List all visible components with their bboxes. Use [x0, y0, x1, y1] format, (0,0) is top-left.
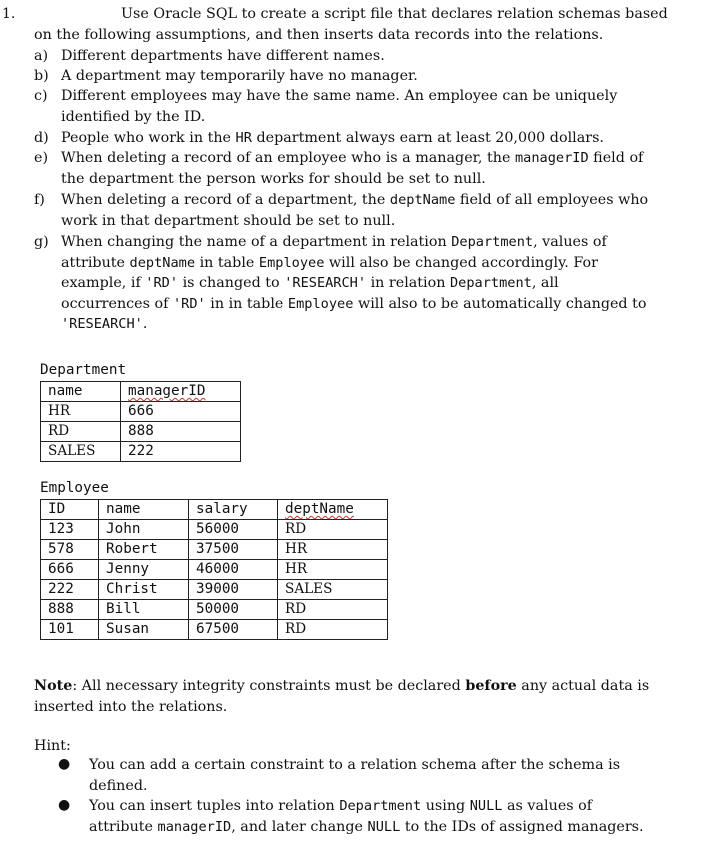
- department-cell: 666: [121, 402, 241, 422]
- note-bold-word: before: [465, 678, 517, 694]
- employee-cell: RD: [278, 600, 388, 620]
- table-row: [41, 422, 241, 442]
- employee-cell: 578: [41, 540, 99, 560]
- employee-cell: 56000: [189, 520, 278, 540]
- table-row: [41, 442, 241, 462]
- employee-cell: 39000: [189, 580, 278, 600]
- table-row: [41, 520, 388, 540]
- assumption-label: b): [34, 68, 49, 84]
- employee-cell: 101: [41, 620, 99, 640]
- assumption-label: d): [34, 130, 49, 146]
- employee-cell: RD: [278, 520, 388, 540]
- assumption-line: occurrences of 'RD' in in table Employee will also to be automatically changed to: [61, 295, 647, 312]
- employee-table: [40, 499, 388, 640]
- assumption-label: g): [34, 234, 49, 250]
- hint-line: attribute managerID, and later change NULL to the IDs of assigned managers.: [89, 818, 644, 835]
- employee-cell: 123: [41, 520, 99, 540]
- employee-header-deptname: deptName: [278, 500, 388, 520]
- assumption-line: When deleting a record of an employee who is a manager, the managerID field of: [61, 150, 644, 166]
- assumption-line: attribute deptName in table Employee will also be changed accordingly. For: [61, 254, 598, 271]
- bullet-icon: ●: [58, 756, 71, 772]
- department-cell: 888: [121, 422, 241, 442]
- table-row: [41, 620, 388, 640]
- note-text-a: : All necessary integrity constraints must be declared: [72, 678, 466, 694]
- table-row: [41, 402, 241, 422]
- question-number: 1.: [2, 6, 16, 22]
- department-table: [40, 381, 241, 462]
- employee-cell: 37500: [189, 540, 278, 560]
- assumption-label: c): [34, 88, 48, 104]
- department-cell: 222: [121, 442, 241, 462]
- assumption-line: People who work in the HR department always earn at least 20,000 dollars.: [61, 130, 604, 146]
- note-text-b: any actual data is: [516, 678, 650, 694]
- table-row: [41, 540, 388, 560]
- department-cell: RD: [41, 422, 121, 442]
- assumption-line: work in that department should be set to null.: [61, 212, 396, 229]
- employee-header-name: name: [99, 500, 189, 520]
- department-cell: SALES: [41, 442, 121, 462]
- employee-cell: SALES: [278, 580, 388, 600]
- department-cell: HR: [41, 402, 121, 422]
- employee-cell: 46000: [189, 560, 278, 580]
- employee-cell: HR: [278, 540, 388, 560]
- assumption-line: the department the person works for should be set to null.: [61, 170, 486, 187]
- bullet-icon: ●: [58, 797, 71, 813]
- employee-header-row: [41, 500, 388, 520]
- employee-cell: 666: [41, 560, 99, 580]
- employee-cell: 888: [41, 600, 99, 620]
- table-row: [41, 600, 388, 620]
- assumption-line: identified by the ID.: [61, 108, 206, 125]
- employee-cell: 222: [41, 580, 99, 600]
- assumption-line: Different employees may have the same name. An employee can be uniquely: [61, 88, 618, 104]
- department-header-row: [41, 382, 241, 402]
- employee-cell: John: [99, 520, 189, 540]
- employee-cell: Christ: [99, 580, 189, 600]
- employee-cell: Bill: [99, 600, 189, 620]
- assumption-line: A department may temporarily have no manager.: [61, 68, 418, 84]
- employee-header-id: ID: [41, 500, 99, 520]
- hint-line: You can insert tuples into relation Department using NULL as values of: [89, 798, 593, 814]
- department-header-name: name: [41, 382, 121, 402]
- employee-cell: HR: [278, 560, 388, 580]
- hint-line: defined.: [89, 777, 148, 794]
- intro-line-2: on the following assumptions, and then inserts data records into the relations.: [34, 27, 604, 43]
- note-line-2: inserted into the relations.: [34, 698, 228, 715]
- assumption-line: When changing the name of a department in relation Department, values of: [61, 234, 607, 250]
- assumption-line: When deleting a record of a department, the deptName field of all employees who: [61, 192, 649, 208]
- employee-cell: Robert: [99, 540, 189, 560]
- table-row: [41, 560, 388, 580]
- employee-header-salary: salary: [189, 500, 278, 520]
- assumption-label: f): [34, 192, 45, 208]
- department-header-managerid: managerID: [121, 382, 241, 402]
- note-paragraph: [34, 676, 649, 717]
- employee-caption: Employee: [40, 480, 109, 496]
- employee-cell: RD: [278, 620, 388, 640]
- intro-line-1: Use Oracle SQL to create a script file that declares relation schemas based: [121, 6, 668, 22]
- hint-label: Hint:: [34, 738, 71, 754]
- employee-cell: Jenny: [99, 560, 189, 580]
- assumption-line: Different departments have different names.: [61, 48, 385, 64]
- assumption-line: 'RESEARCH'.: [61, 316, 148, 332]
- employee-cell: 50000: [189, 600, 278, 620]
- assumption-label: e): [34, 150, 49, 166]
- hint-line: You can add a certain constraint to a relation schema after the schema is: [89, 757, 621, 773]
- employee-cell: 67500: [189, 620, 278, 640]
- assumption-line: example, if 'RD' is changed to 'RESEARCH' in relation Department, all: [61, 275, 559, 291]
- department-caption: Department: [40, 362, 127, 378]
- note-label: Note: [34, 678, 73, 694]
- table-row: [41, 580, 388, 600]
- employee-cell: Susan: [99, 620, 189, 640]
- assumption-label: a): [34, 48, 49, 64]
